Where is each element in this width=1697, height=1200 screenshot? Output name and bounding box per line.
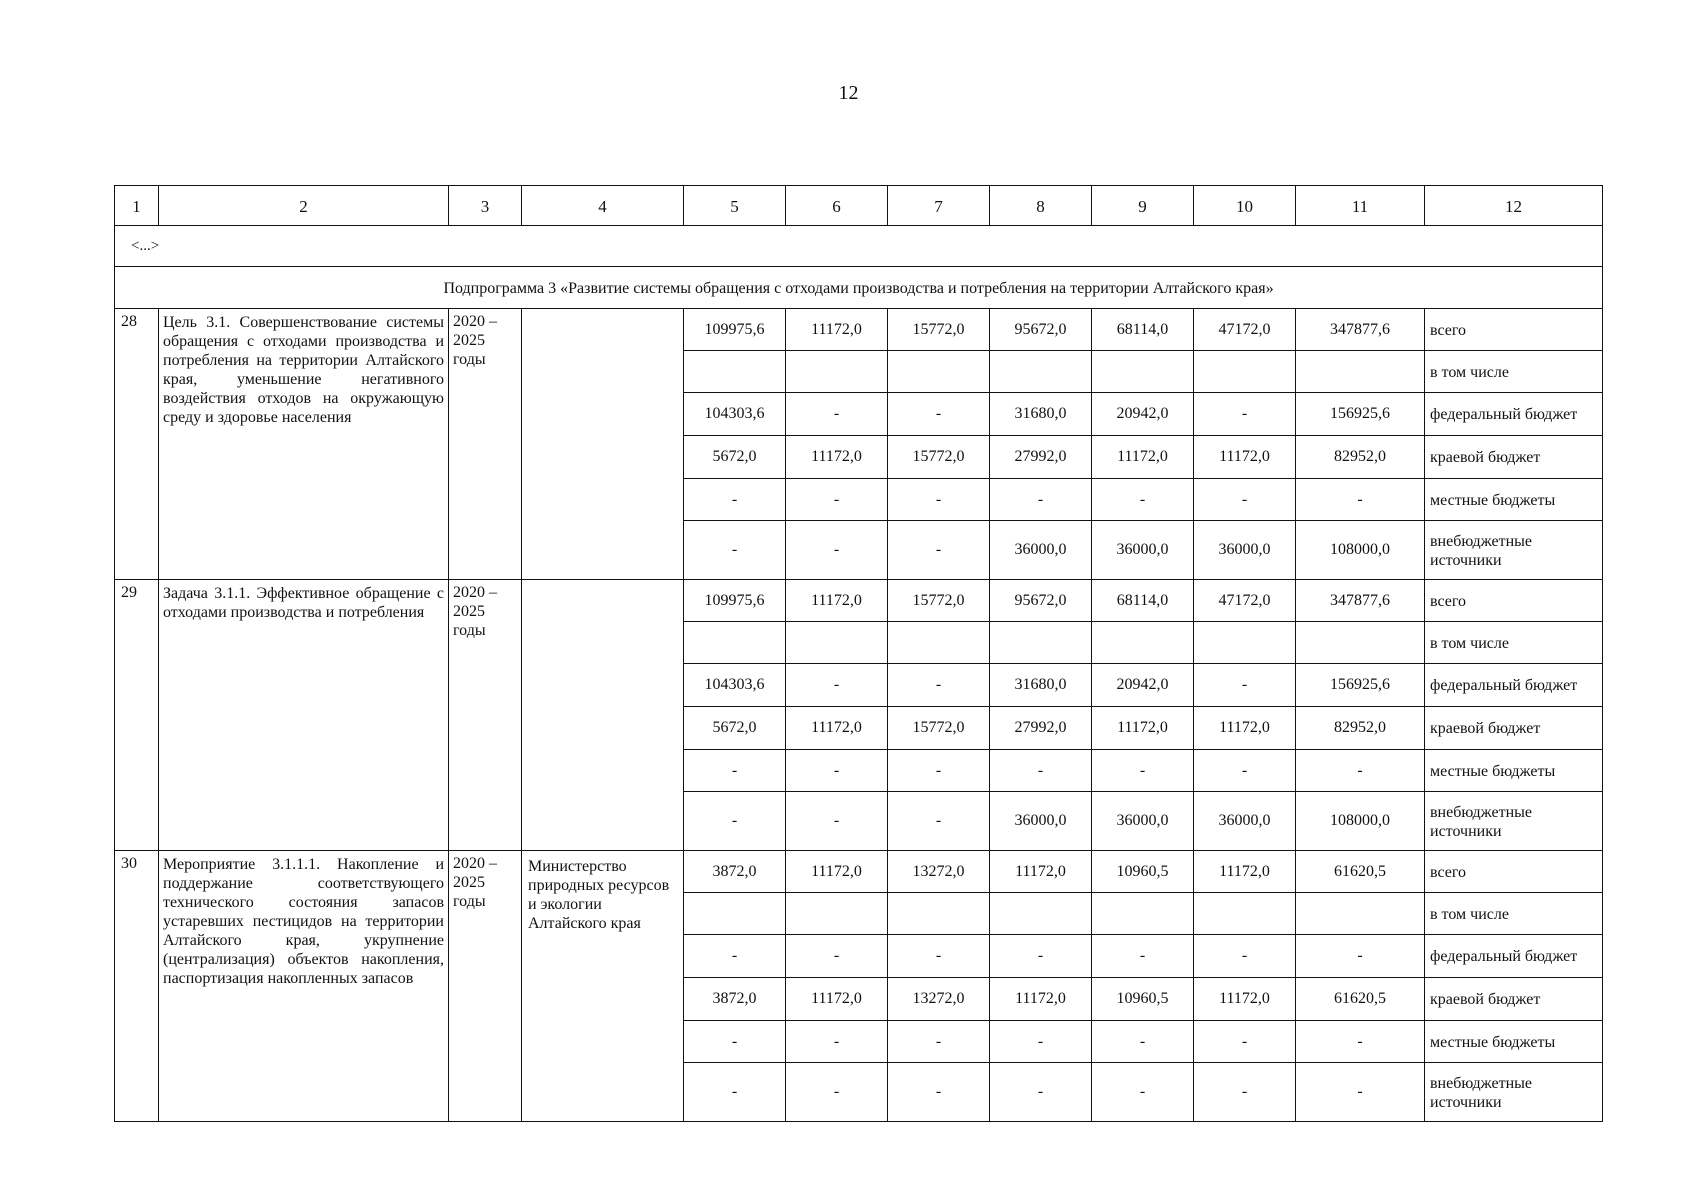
amount-cell [990,351,1092,393]
amount-cell: 108000,0 [1296,792,1425,851]
amount-cell [684,893,786,935]
amount-cell: - [1194,1063,1296,1122]
amount-cell: 11172,0 [786,707,888,750]
amount-cell: 3872,0 [684,851,786,893]
amount-cell: - [888,521,990,580]
funding-source: федеральный бюджет [1425,393,1603,436]
amount-cell: 15772,0 [888,436,990,479]
amount-cell [1092,622,1194,664]
amount-cell: 68114,0 [1092,309,1194,351]
amount-cell: - [684,1063,786,1122]
amount-cell: - [1296,479,1425,521]
amount-cell: - [990,1021,1092,1063]
amount-cell: - [990,479,1092,521]
amount-cell [1194,622,1296,664]
row-executor [522,309,684,580]
amount-cell [786,622,888,664]
amount-cell [1296,893,1425,935]
row-period: 2020 – 2025 годы [449,309,522,580]
amount-cell: 347877,6 [1296,580,1425,622]
amount-cell: - [684,792,786,851]
page-number: 12 [838,82,859,104]
amount-cell: 109975,6 [684,580,786,622]
amount-cell: - [786,792,888,851]
amount-cell: 11172,0 [1092,707,1194,750]
amount-cell: 11172,0 [1194,436,1296,479]
amount-cell: 104303,6 [684,664,786,707]
amount-cell [684,351,786,393]
table-row [115,309,1603,351]
amount-cell [1092,893,1194,935]
amount-cell: 10960,5 [1092,978,1194,1021]
amount-cell: 20942,0 [1092,664,1194,707]
row-executor: Министерство природных ресурсов и экологии Алтайского края [522,851,684,1122]
amount-cell: 47172,0 [1194,580,1296,622]
amount-cell: 95672,0 [990,580,1092,622]
row-period: 2020 – 2025 годы [449,580,522,851]
amount-cell: - [1194,750,1296,792]
amount-cell: - [1092,1063,1194,1122]
amount-cell: - [1194,393,1296,436]
funding-source: всего [1425,309,1603,351]
amount-cell: - [786,521,888,580]
amount-cell: 13272,0 [888,978,990,1021]
amount-cell [1194,893,1296,935]
amount-cell: - [990,935,1092,978]
amount-cell: - [1296,935,1425,978]
column-number: 6 [786,186,888,226]
row-description: Задача 3.1.1. Эффективное обращение с отходами производства и потребления [159,580,449,851]
column-number: 8 [990,186,1092,226]
amount-cell: 82952,0 [1296,707,1425,750]
amount-cell: - [1092,750,1194,792]
row-index: 28 [115,309,159,580]
amount-cell: - [888,479,990,521]
funding-source: краевой бюджет [1425,707,1603,750]
funding-source: местные бюджеты [1425,1021,1603,1063]
amount-cell: - [888,750,990,792]
amount-cell: 11172,0 [786,580,888,622]
amount-cell: 15772,0 [888,309,990,351]
row-index: 30 [115,851,159,1122]
amount-cell: 347877,6 [1296,309,1425,351]
column-number: 3 [449,186,522,226]
amount-cell: - [684,935,786,978]
amount-cell: - [1194,1021,1296,1063]
amount-cell [888,351,990,393]
amount-cell: 156925,6 [1296,664,1425,707]
funding-source: всего [1425,851,1603,893]
column-number: 1 [115,186,159,226]
amount-cell [1194,351,1296,393]
column-number: 4 [522,186,684,226]
column-number: 10 [1194,186,1296,226]
table-row [115,851,1603,893]
amount-cell: 11172,0 [786,436,888,479]
amount-cell: - [1194,479,1296,521]
column-number: 2 [159,186,449,226]
amount-cell: 109975,6 [684,309,786,351]
amount-cell: 95672,0 [990,309,1092,351]
amount-cell [990,893,1092,935]
funding-source: внебюджетные источники [1425,792,1603,851]
amount-cell: 31680,0 [990,393,1092,436]
financing-table [114,185,1603,1122]
subprogram-row [115,267,1603,309]
amount-cell: 11172,0 [990,978,1092,1021]
amount-cell: - [888,792,990,851]
amount-cell: 36000,0 [990,521,1092,580]
amount-cell: 36000,0 [1194,521,1296,580]
amount-cell: - [786,393,888,436]
amount-cell: - [888,393,990,436]
amount-cell: - [684,479,786,521]
amount-cell [684,622,786,664]
amount-cell: 11172,0 [990,851,1092,893]
column-number: 9 [1092,186,1194,226]
amount-cell [888,622,990,664]
amount-cell: - [1296,1021,1425,1063]
amount-cell: - [1296,1063,1425,1122]
column-number: 5 [684,186,786,226]
column-number: 11 [1296,186,1425,226]
amount-cell: 104303,6 [684,393,786,436]
amount-cell: 15772,0 [888,580,990,622]
amount-cell [786,351,888,393]
amount-cell: 36000,0 [1092,792,1194,851]
amount-cell: 20942,0 [1092,393,1194,436]
amount-cell: 11172,0 [1194,707,1296,750]
amount-cell [1296,622,1425,664]
amount-cell: - [888,664,990,707]
amount-cell: 11172,0 [786,309,888,351]
amount-cell: 11172,0 [1194,978,1296,1021]
amount-cell: - [786,1063,888,1122]
funding-source: внебюджетные источники [1425,521,1603,580]
funding-source: в том числе [1425,893,1603,935]
subprogram-title: Подпрограмма 3 «Развитие системы обращения с отходами производства и потребления на территории Алтайского края» [115,267,1603,309]
amount-cell: - [1092,479,1194,521]
amount-cell: - [1194,664,1296,707]
amount-cell: 5672,0 [684,707,786,750]
row-index: 29 [115,580,159,851]
amount-cell: 36000,0 [1194,792,1296,851]
amount-cell: - [1092,1021,1194,1063]
amount-cell [888,893,990,935]
table-row [115,580,1603,622]
amount-cell: - [990,750,1092,792]
ellipsis-row [115,226,1603,267]
column-number: 7 [888,186,990,226]
amount-cell: 61620,5 [1296,851,1425,893]
funding-source: внебюджетные источники [1425,1063,1603,1122]
funding-source: федеральный бюджет [1425,664,1603,707]
row-description: Цель 3.1. Совершенствование системы обращения с отходами производства и потребления на территории Алтайского края, уменьшение негативного воздействия отходов на окружающую среду и здоровье населения [159,309,449,580]
amount-cell: 82952,0 [1296,436,1425,479]
amount-cell: - [888,1063,990,1122]
funding-source: местные бюджеты [1425,479,1603,521]
amount-cell: - [684,521,786,580]
amount-cell: - [786,935,888,978]
ellipsis-marker: <...> [115,226,1603,267]
amount-cell: 10960,5 [1092,851,1194,893]
amount-cell [1296,351,1425,393]
amount-cell: 5672,0 [684,436,786,479]
amount-cell: 36000,0 [990,792,1092,851]
amount-cell: - [684,1021,786,1063]
amount-cell: 15772,0 [888,707,990,750]
funding-source: краевой бюджет [1425,436,1603,479]
amount-cell: - [786,750,888,792]
amount-cell: 47172,0 [1194,309,1296,351]
funding-source: в том числе [1425,351,1603,393]
amount-cell: - [1194,935,1296,978]
amount-cell: - [888,1021,990,1063]
column-number-row [115,186,1603,226]
row-period: 2020 – 2025 годы [449,851,522,1122]
amount-cell: 61620,5 [1296,978,1425,1021]
amount-cell: 27992,0 [990,707,1092,750]
funding-source: в том числе [1425,622,1603,664]
amount-cell: 108000,0 [1296,521,1425,580]
amount-cell: 13272,0 [888,851,990,893]
amount-cell [990,622,1092,664]
funding-source: местные бюджеты [1425,750,1603,792]
amount-cell: - [786,1021,888,1063]
funding-source: краевой бюджет [1425,978,1603,1021]
amount-cell [1092,351,1194,393]
amount-cell: 11172,0 [1194,851,1296,893]
amount-cell: 31680,0 [990,664,1092,707]
column-number: 12 [1425,186,1603,226]
funding-source: всего [1425,580,1603,622]
amount-cell: - [786,664,888,707]
amount-cell: 36000,0 [1092,521,1194,580]
amount-cell: 68114,0 [1092,580,1194,622]
amount-cell: - [1296,750,1425,792]
amount-cell: 11172,0 [1092,436,1194,479]
amount-cell: 11172,0 [786,978,888,1021]
amount-cell: - [786,479,888,521]
row-description: Мероприятие 3.1.1.1. Накопление и поддержание соответствующего технического состояния запасов устаревших пестицидов на территории Алтайского края, укрупнение (централизация) объектов накопления, паспортизация накопленных запасов [159,851,449,1122]
amount-cell: - [684,750,786,792]
amount-cell [786,893,888,935]
funding-source: федеральный бюджет [1425,935,1603,978]
row-executor [522,580,684,851]
amount-cell: - [990,1063,1092,1122]
amount-cell: 11172,0 [786,851,888,893]
amount-cell: 3872,0 [684,978,786,1021]
amount-cell: - [888,935,990,978]
amount-cell: 27992,0 [990,436,1092,479]
amount-cell: 156925,6 [1296,393,1425,436]
amount-cell: - [1092,935,1194,978]
